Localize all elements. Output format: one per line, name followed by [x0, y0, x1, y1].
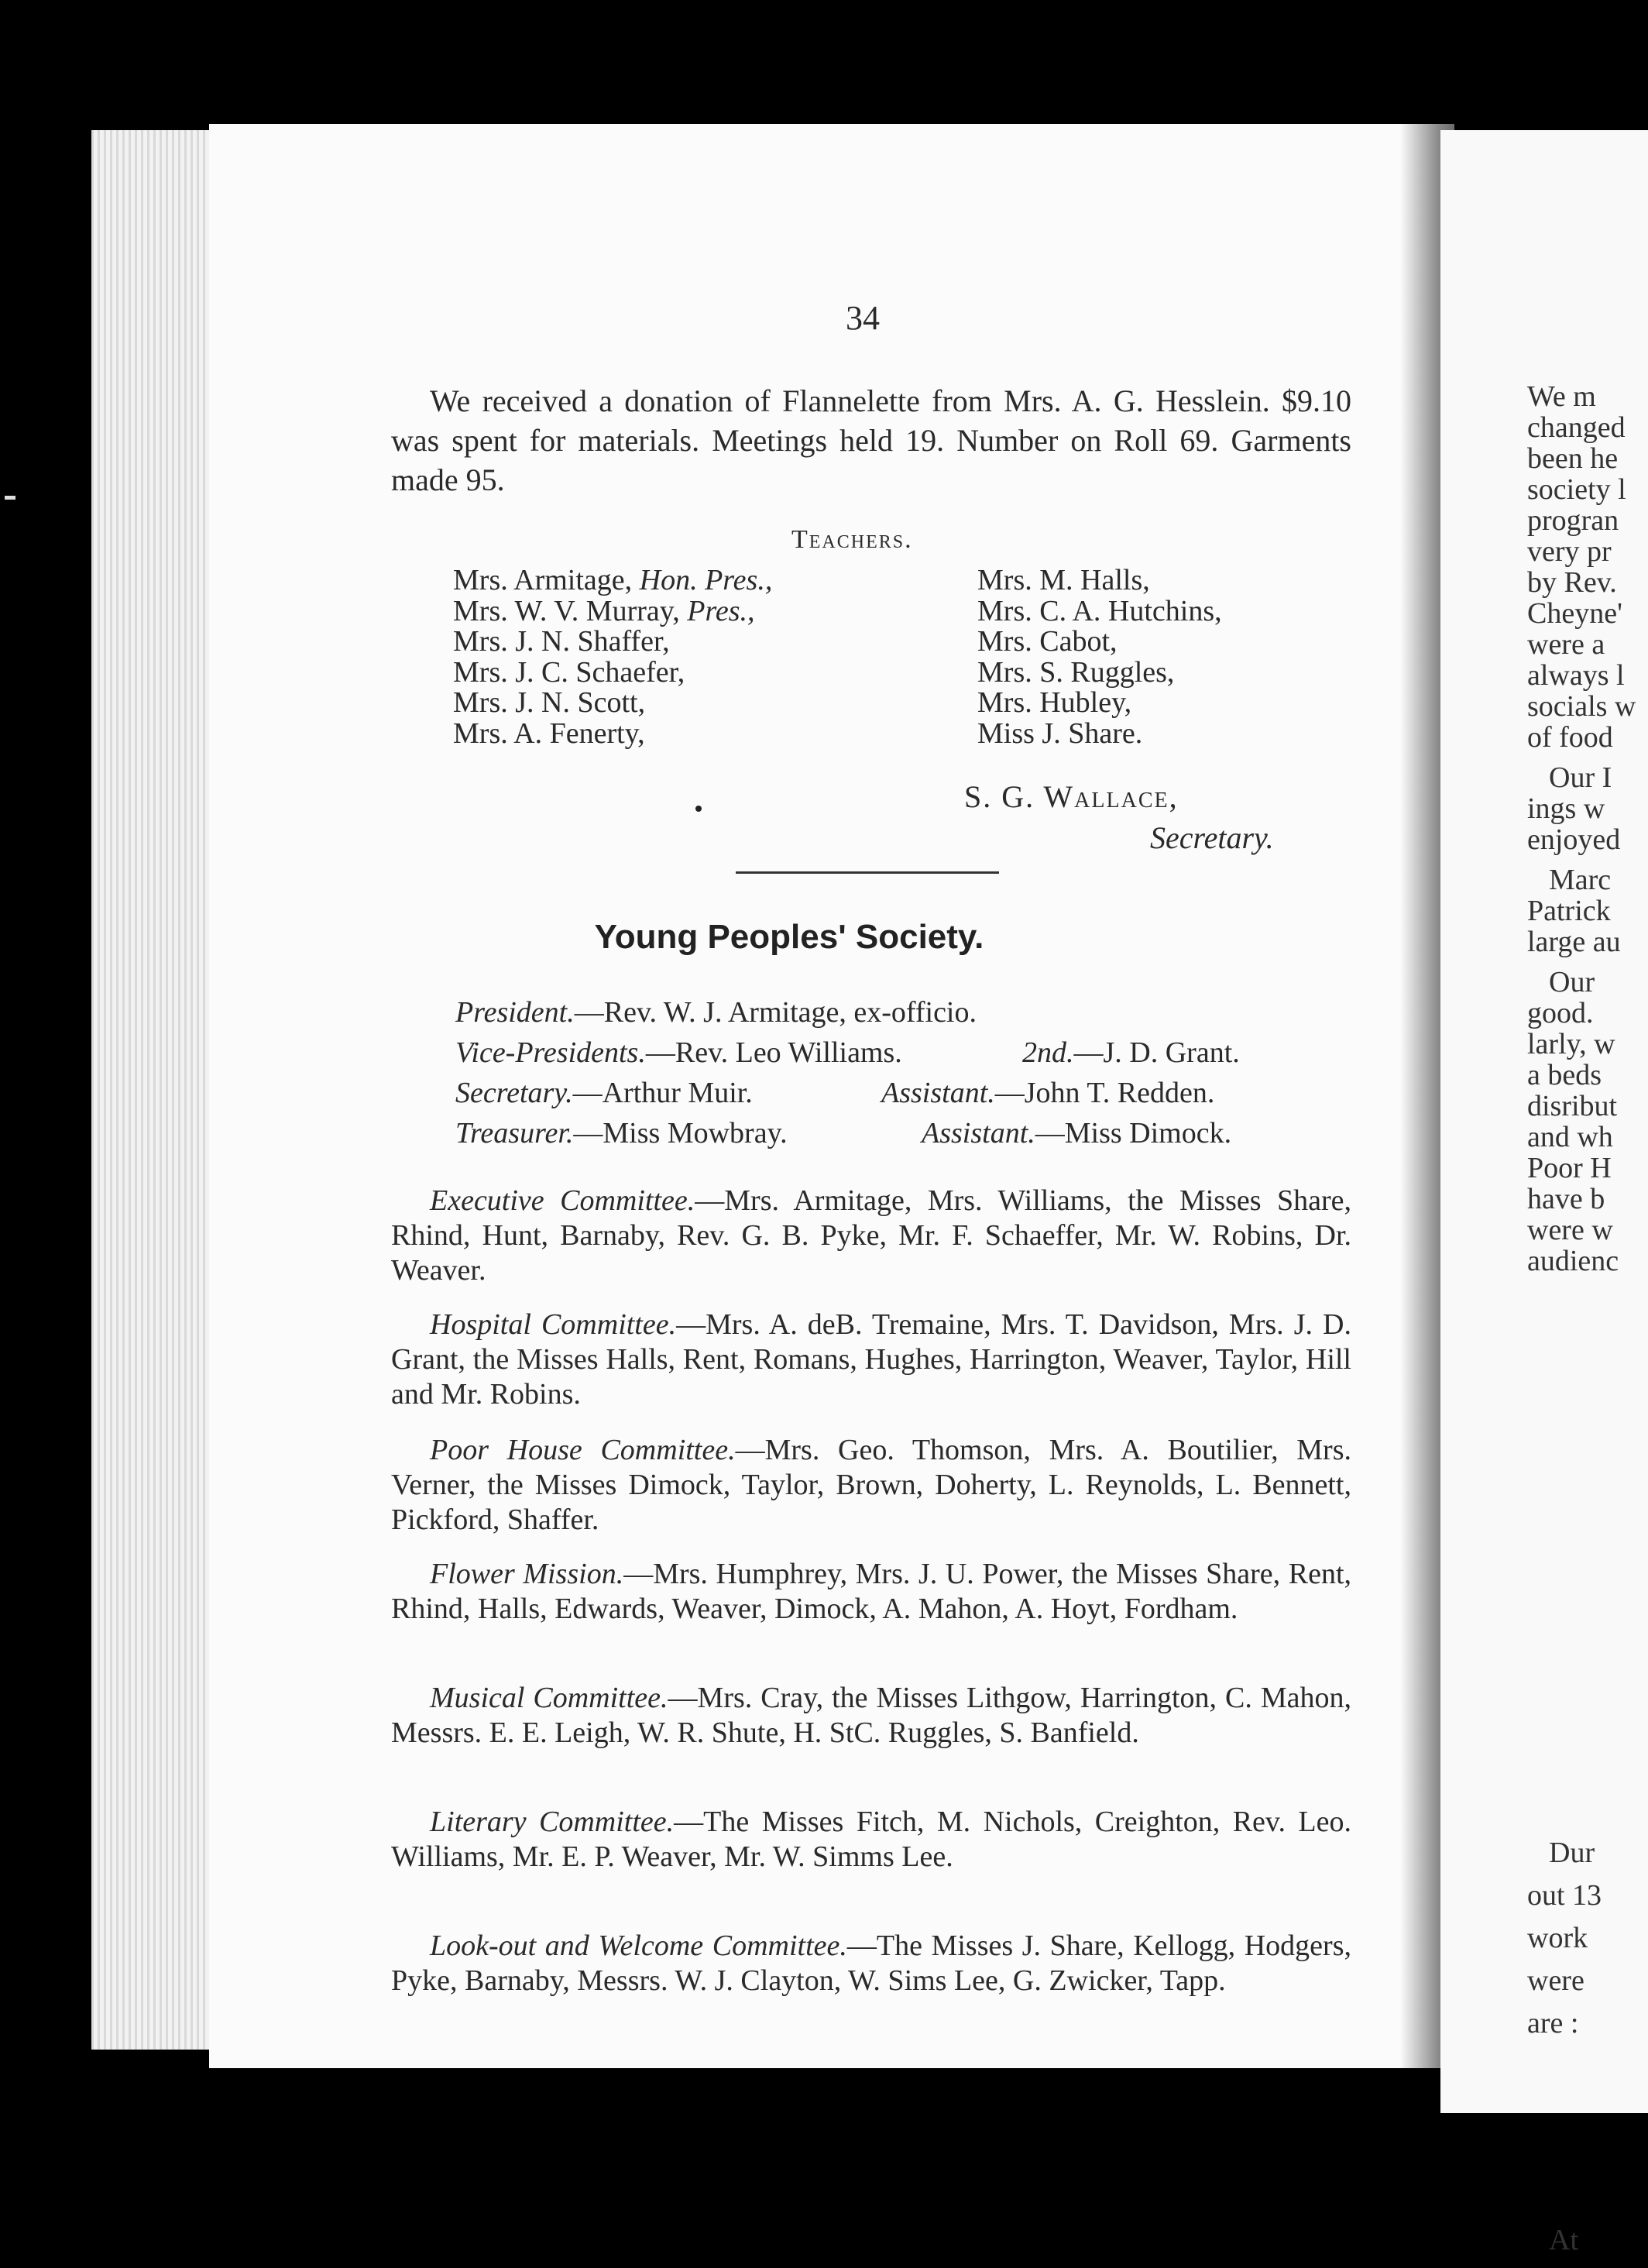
- officer-entry: [455, 1036, 902, 1070]
- teacher-name-text: Mrs. J. C. Schaefer,: [453, 655, 685, 689]
- facing-page-text: Our I: [1549, 761, 1612, 794]
- stray-dot: [695, 806, 702, 812]
- officer-name: —Arthur Muir.: [572, 1077, 753, 1109]
- facing-page-text: At: [1549, 2224, 1578, 2256]
- committee-label: Hospital Committee.: [430, 1308, 677, 1341]
- teachers-right-column: [977, 565, 1222, 749]
- officer-name: —J. D. Grant.: [1073, 1036, 1240, 1069]
- officer-label: President.: [455, 996, 575, 1029]
- signature-name: S. G. Wallace,: [964, 779, 1179, 814]
- officer-name: —Miss Dimock.: [1035, 1117, 1232, 1149]
- teacher-name-text: Mrs. A. Fenerty,: [453, 716, 645, 750]
- facing-page-text: and wh: [1527, 1121, 1613, 1153]
- teacher-name: [453, 688, 772, 719]
- committee-paragraph: [391, 1929, 1351, 1998]
- officer-label: Vice-Presidents.: [455, 1036, 646, 1069]
- facing-page-text: larly, w: [1527, 1028, 1615, 1060]
- teacher-name-text: Mrs. J. N. Shaffer,: [453, 625, 670, 658]
- teacher-name: Mrs. C. A. Hutchins,: [977, 594, 1222, 627]
- teacher-name-text: Mrs. W. V. Murray,: [453, 594, 688, 627]
- facing-page-text: enjoyed: [1527, 823, 1621, 856]
- committee-label: Executive Committee.: [430, 1184, 695, 1217]
- facing-page-text: very pr: [1527, 535, 1612, 568]
- officer-entry: [1022, 1036, 1240, 1070]
- teacher-name: [453, 627, 772, 658]
- committee-members: —The Misses J. Share, Kellogg, Hodgers, Pyke, Barnaby, Messrs. W. J. Clayton, W. Sims Lee, G. Zwicker, Tapp.: [391, 1930, 1351, 1997]
- facing-page-text: We m: [1527, 380, 1596, 413]
- facing-page-text: ings w: [1527, 792, 1605, 825]
- facing-page: [1440, 130, 1648, 2256]
- page-number: 34: [846, 299, 880, 337]
- officer-name: —Rev. Leo Williams.: [645, 1036, 902, 1069]
- facing-page-text: Cheyne': [1527, 597, 1622, 630]
- facing-page-text: Our: [1549, 966, 1595, 998]
- teacher-name: [453, 565, 772, 596]
- facing-page-text: were a: [1527, 628, 1605, 661]
- teacher-title: Hon. Pres.,: [639, 564, 773, 596]
- section-divider: [736, 871, 999, 874]
- committee-members: —Mrs. Humphrey, Mrs. J. U. Power, the Misses Share, Rent, Rhind, Halls, Edwards, Weaver, Dimock, A. Mahon, A. Hoyt, Fordham.: [391, 1558, 1352, 1625]
- committee-paragraph: [391, 1184, 1351, 1288]
- facing-page-text: progran: [1527, 504, 1619, 537]
- facing-page-text: Poor H: [1527, 1152, 1612, 1184]
- committee-label: Poor House Committee.: [430, 1434, 736, 1466]
- teacher-name: Mrs. M. Halls,: [977, 564, 1150, 596]
- page-stack-edge: [91, 130, 215, 2050]
- teacher-name: [453, 716, 772, 750]
- facing-page-text: large au: [1527, 926, 1621, 958]
- intro-paragraph: We received a donation of Flannelette from Mrs. A. G. Hesslein. $9.10 was spent for materials. Meetings held 19. Number on Roll 69. Garments made 95.: [391, 383, 1351, 497]
- facing-page-text: audienc: [1527, 1245, 1619, 1277]
- committee-paragraph: [391, 1681, 1351, 1751]
- facing-page-text: good.: [1527, 997, 1594, 1029]
- facing-page-text: a beds: [1527, 1059, 1602, 1091]
- teacher-title: Pres.,: [687, 594, 755, 627]
- teacher-name: Mrs. Hubley,: [977, 686, 1132, 719]
- facing-page-text: are :: [1527, 2007, 1579, 2039]
- teacher-name: Mrs. S. Ruggles,: [977, 655, 1175, 689]
- signature-role: Secretary.: [1150, 820, 1274, 855]
- committee-paragraph: [391, 1433, 1351, 1538]
- officer-label: Treasurer.: [455, 1117, 574, 1149]
- teachers-heading: Teachers.: [791, 525, 913, 554]
- teacher-name: [453, 596, 772, 627]
- teacher-name: [453, 655, 772, 689]
- facing-page-text: socials w: [1527, 690, 1636, 723]
- committee-members: —Mrs. Armitage, Mrs. Williams, the Misses Share, Rhind, Hunt, Barnaby, Rev. G. B. Pyke, Mr. F. Schaeffer, Mr. W. Robins, Dr. Weaver.: [391, 1184, 1351, 1287]
- committee-paragraph: [391, 1805, 1351, 1875]
- facing-page-text: Patrick: [1527, 895, 1611, 927]
- facing-page-text: of food: [1527, 721, 1613, 754]
- facing-page-text: Marc: [1549, 864, 1612, 896]
- committee-members: —Mrs. Cray, the Misses Lithgow, Harrington, C. Mahon, Messrs. E. E. Leigh, W. R. Shute, H. StC. Ruggles, S. Banfield.: [391, 1682, 1351, 1749]
- teacher-name-text: Mrs. J. N. Scott,: [453, 686, 646, 719]
- teacher-name-text: Mrs. Armitage,: [453, 564, 640, 596]
- officer-label: Assistant.: [881, 1077, 995, 1109]
- facing-page-text: have b: [1527, 1183, 1605, 1215]
- facing-page-text: by Rev.: [1527, 566, 1617, 599]
- committee-label: Musical Committee.: [430, 1682, 668, 1714]
- society-heading: Young Peoples' Society.: [594, 918, 984, 956]
- officer-name: —Miss Mowbray.: [573, 1117, 788, 1149]
- facing-page-text: changed: [1527, 411, 1626, 444]
- facing-page-text: been he: [1527, 442, 1619, 475]
- teachers-left-column: [453, 565, 772, 749]
- committee-members: —Mrs. A. deB. Tremaine, Mrs. T. Davidson, Mrs. J. D. Grant, the Misses Halls, Rent, Romans, Hughes, Harrington, Weaver, Taylor, Hill and Mr. Robins.: [391, 1308, 1351, 1411]
- facing-page-text: Dur: [1549, 1837, 1595, 1869]
- facing-page-text: society l: [1527, 473, 1626, 506]
- facing-page-text: were: [1527, 1964, 1584, 1997]
- scan-speck: [5, 496, 15, 500]
- teacher-name: Mrs. Cabot,: [977, 625, 1118, 658]
- committee-paragraph: [391, 1557, 1351, 1627]
- officer-label: 2nd.: [1022, 1036, 1074, 1069]
- officer-label: Assistant.: [922, 1117, 1035, 1149]
- officer-entry: [455, 995, 977, 1029]
- officer-entry: [881, 1076, 1214, 1110]
- committee-label: Literary Committee.: [430, 1806, 675, 1838]
- facing-page-text: out 13: [1527, 1879, 1602, 1912]
- facing-page-text: were w: [1527, 1214, 1613, 1246]
- officer-entry: [922, 1116, 1231, 1150]
- committee-label: Flower Mission.: [430, 1558, 624, 1590]
- committee-paragraph: [391, 1308, 1351, 1412]
- officer-name: —John T. Redden.: [994, 1077, 1215, 1109]
- committee-members: —Mrs. Geo. Thomson, Mrs. A. Boutilier, Mrs. Verner, the Misses Dimock, Taylor, Brown, Doherty, L. Reynolds, L. Bennett, Pickford, Shaffer.: [391, 1434, 1352, 1536]
- facing-page-text: always l: [1527, 659, 1625, 692]
- officer-label: Secretary.: [455, 1077, 573, 1109]
- committee-members: —The Misses Fitch, M. Nichols, Creighton, Rev. Leo. Williams, Mr. E. P. Weaver, Mr. W. Simms Lee.: [391, 1806, 1351, 1873]
- committee-label: Look-out and Welcome Committee.: [430, 1930, 847, 1962]
- officer-name: —Rev. W. J. Armitage, ex-officio.: [574, 996, 977, 1029]
- teacher-name: Miss J. Share.: [977, 716, 1143, 750]
- facing-page-text: disribut: [1527, 1090, 1618, 1122]
- facing-page-text: work: [1527, 1922, 1588, 1954]
- officer-entry: [455, 1116, 788, 1150]
- officer-entry: [455, 1076, 753, 1110]
